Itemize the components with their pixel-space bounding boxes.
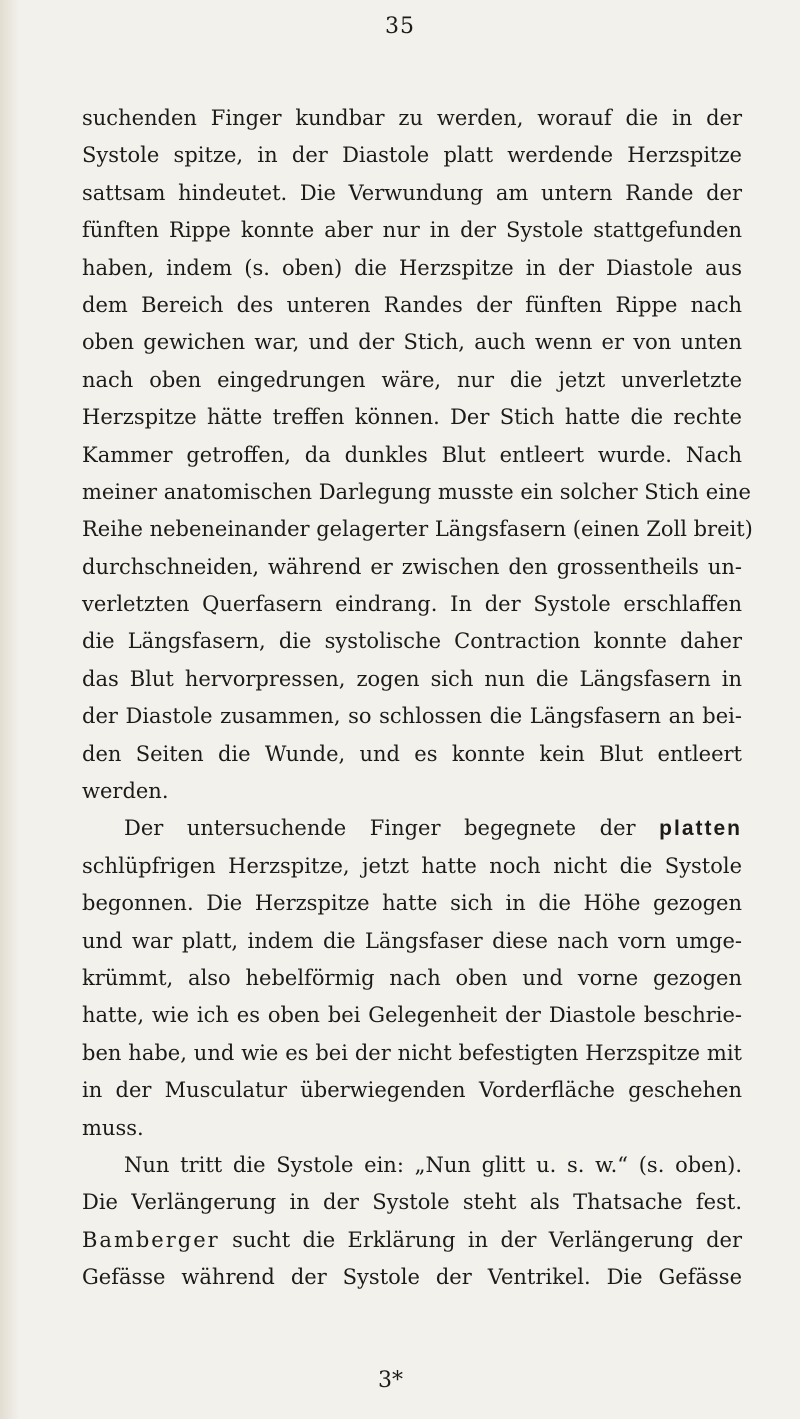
text-run: sucht die Erklärung in der Verlängerung der: [232, 1227, 742, 1252]
page-number: 35: [385, 14, 415, 39]
text-line: der Diastole zusammen, so schlossen die Längsfasern an bei-: [82, 704, 742, 729]
body-text: [82, 100, 753, 1297]
text-line: fünften Rippe konnte aber nur in der Systole stattgefunden: [82, 218, 742, 243]
text-line: schlüpfrigen Herzspitze, jetzt hatte noch nicht die Systole: [82, 853, 742, 878]
text-line: Die Verlängerung in der Systole steht als Thatsache fest.: [82, 1190, 742, 1215]
text-line: nach oben eingedrungen wäre, nur die jetzt unverletzte: [82, 367, 742, 392]
text-line: meiner anatomischen Darlegung musste ein solcher Stich eine: [82, 479, 751, 504]
text-line: sattsam hindeutet. Die Verwundung am untern Rande der: [82, 180, 742, 205]
text-line: oben gewichen war, und der Stich, auch wenn er von unten: [82, 330, 742, 355]
text-line: ben habe, und wie es bei der nicht befestigten Herzspitze mit: [82, 1040, 742, 1065]
text-line: die Längsfasern, die systolische Contraction konnte daher: [82, 629, 742, 654]
text-line: Herzspitze hätte treffen können. Der Stich hatte die rechte: [82, 405, 742, 430]
text-line: werden.: [82, 779, 169, 804]
text-line: muss.: [82, 1115, 144, 1140]
text-line: Reihe nebeneinander gelagerter Längsfasern (einen Zoll breit): [82, 517, 753, 542]
text-line: und war platt, indem die Längsfaser diese nach vorn umge-: [82, 928, 742, 953]
text-line: das Blut hervorpressen, zogen sich nun die Längsfasern in: [82, 666, 742, 691]
text-line: dem Bereich des unteren Randes der fünften Rippe nach: [82, 292, 742, 317]
text-line: in der Musculatur überwiegenden Vorderfläche geschehen: [82, 1078, 742, 1103]
text-line: den Seiten die Wunde, und es konnte kein Blut entleert: [82, 741, 742, 766]
emphasized-word: platten: [659, 817, 742, 841]
text-line: hatte, wie ich es oben bei Gelegenheit der Diastole beschrie-: [82, 1003, 742, 1028]
text-line: krümmt, also hebelförmig nach oben und vorne gezogen: [82, 965, 742, 990]
paragraph-1: [82, 100, 753, 810]
page-gutter-shadow: [0, 0, 20, 1419]
text-line: Gefässe während der Systole der Ventrikel. Die Gefässe: [82, 1265, 742, 1290]
paragraph-2: [82, 810, 742, 1147]
text-line: haben, indem (s. oben) die Herzspitze in der Diastole aus: [82, 255, 742, 280]
text-line: begonnen. Die Herzspitze hatte sich in die Höhe gezogen: [82, 891, 742, 916]
text-run: Der untersuchende Finger begegnete der: [124, 816, 636, 841]
text-line: [82, 1222, 742, 1259]
text-line: Kammer getroffen, da dunkles Blut entleert wurde. Nach: [82, 442, 742, 467]
text-line: verletzten Querfasern eindrang. In der Systole erschlaffen: [82, 592, 742, 617]
paragraph-3: [82, 1147, 742, 1297]
text-line: [82, 810, 742, 847]
text-line: Systole spitze, in der Diastole platt werdende Herzspitze: [82, 143, 742, 168]
text-line: suchenden Finger kundbar zu werden, worauf die in der: [82, 106, 742, 130]
signature-mark: 3*: [378, 1368, 403, 1393]
text-line: Nun tritt die Systole ein: „Nun glitt u. s. w.“ (s. oben).: [124, 1152, 742, 1177]
text-line: durchschneiden, während er zwischen den grossentheils un-: [82, 554, 742, 579]
author-name: Bamberger: [82, 1227, 220, 1252]
